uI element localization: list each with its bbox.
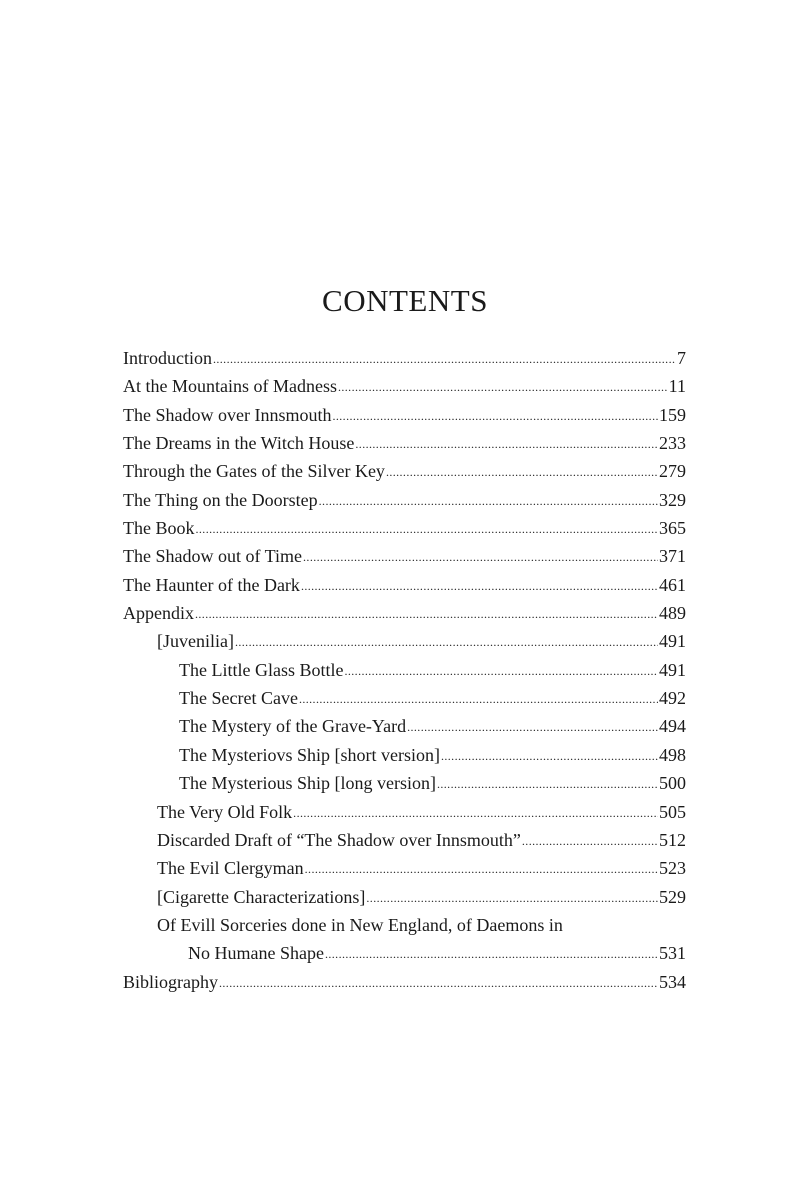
entry-title: At the Mountains of Madness: [123, 372, 337, 400]
dot-leader: [355, 430, 658, 458]
toc-entry[interactable]: [123, 514, 686, 542]
toc-entry[interactable]: [123, 542, 686, 570]
page-number: 329: [659, 489, 686, 510]
page-number: 523: [659, 858, 686, 879]
entry-title: The Shadow out of Time: [123, 542, 302, 570]
dot-leader: [366, 884, 658, 912]
entry-title: [Cigarette Characterizations]: [157, 883, 365, 911]
page-number: 492: [659, 688, 686, 709]
entry-title: Appendix: [123, 599, 194, 627]
toc-entry[interactable]: [123, 599, 686, 627]
entry-title: The Mysteriovs Ship [short version]: [179, 741, 440, 769]
page-number: 11: [668, 376, 686, 397]
page-number: 371: [659, 546, 686, 567]
page-number: 500: [659, 773, 686, 794]
page-number: 529: [659, 886, 686, 907]
dot-leader: [441, 742, 658, 770]
toc-entry[interactable]: [123, 401, 686, 429]
dot-leader: [299, 685, 658, 713]
entry-title: The Mystery of the Grave-Yard: [179, 712, 406, 740]
page-number: 512: [659, 829, 686, 850]
toc-entry[interactable]: [123, 684, 686, 712]
dot-leader: [437, 770, 658, 798]
toc-entry[interactable]: [123, 883, 686, 911]
toc-entry[interactable]: [123, 344, 686, 372]
entry-title: The Haunter of the Dark: [123, 571, 300, 599]
entry-title: Bibliography: [123, 968, 218, 996]
dot-leader: [301, 572, 658, 600]
toc-entry[interactable]: [123, 769, 686, 797]
contents-title: CONTENTS: [322, 283, 488, 318]
toc-entry[interactable]: [123, 486, 686, 514]
toc-entry[interactable]: [123, 854, 686, 882]
entry-title: The Shadow over Innsmouth: [123, 401, 331, 429]
dot-leader: [219, 969, 658, 997]
entry-title: The Evil Clergyman: [157, 854, 304, 882]
dot-leader: [305, 855, 658, 883]
page-number: 233: [659, 433, 686, 454]
toc-entry[interactable]: [123, 627, 686, 655]
dot-leader: [196, 515, 659, 543]
entry-title: The Little Glass Bottle: [179, 656, 343, 684]
page-number: 505: [659, 801, 686, 822]
page-number: 491: [659, 659, 686, 680]
toc-entry[interactable]: [123, 826, 686, 854]
entry-title: The Mysterious Ship [long version]: [179, 769, 436, 797]
toc-entry[interactable]: [123, 911, 686, 939]
toc-entry[interactable]: [123, 939, 686, 967]
dot-leader: [332, 402, 658, 430]
page-number: 365: [659, 518, 686, 539]
page-number: 494: [659, 716, 686, 737]
toc-entry[interactable]: [123, 429, 686, 457]
dot-leader: [344, 657, 658, 685]
dot-leader: [407, 713, 658, 741]
dot-leader: [338, 373, 668, 401]
toc-entry[interactable]: [123, 457, 686, 485]
entry-title: Introduction: [123, 344, 212, 372]
page-number: 159: [659, 404, 686, 425]
page-number: 461: [659, 574, 686, 595]
toc-entry[interactable]: [123, 372, 686, 400]
dot-leader: [303, 543, 658, 571]
table-of-contents: [123, 344, 686, 996]
dot-leader: [293, 799, 658, 827]
toc-entry[interactable]: [123, 656, 686, 684]
page-number: 534: [659, 971, 686, 992]
entry-title: The Book: [123, 514, 195, 542]
dot-leader: [325, 940, 658, 968]
entry-title: No Humane Shape: [188, 939, 324, 967]
entry-title: The Very Old Folk: [157, 798, 292, 826]
dot-leader: [386, 458, 658, 486]
entry-title: The Secret Cave: [179, 684, 298, 712]
toc-entry[interactable]: [123, 741, 686, 769]
dot-leader: [213, 345, 676, 373]
toc-entry[interactable]: [123, 712, 686, 740]
entry-title: [Juvenilia]: [157, 627, 234, 655]
toc-entry[interactable]: [123, 968, 686, 996]
dot-leader: [522, 827, 658, 855]
dot-leader: [195, 600, 658, 628]
entry-title: The Thing on the Doorstep: [123, 486, 318, 514]
entry-title: The Dreams in the Witch House: [123, 429, 354, 457]
page-number: 489: [659, 603, 686, 624]
page-number: 498: [659, 744, 686, 765]
page-number: 7: [677, 348, 686, 368]
entry-title: Through the Gates of the Silver Key: [123, 457, 385, 485]
dot-leader: [235, 628, 658, 656]
page-number: 279: [659, 461, 686, 482]
page-number: 491: [659, 631, 686, 652]
toc-entry[interactable]: [123, 798, 686, 826]
page-number: 531: [659, 943, 686, 964]
entry-title: Discarded Draft of “The Shadow over Innsmouth”: [157, 826, 521, 854]
dot-leader: [319, 487, 658, 515]
entry-title: Of Evill Sorceries done in New England, of Daemons in: [157, 911, 563, 939]
toc-entry[interactable]: [123, 571, 686, 599]
